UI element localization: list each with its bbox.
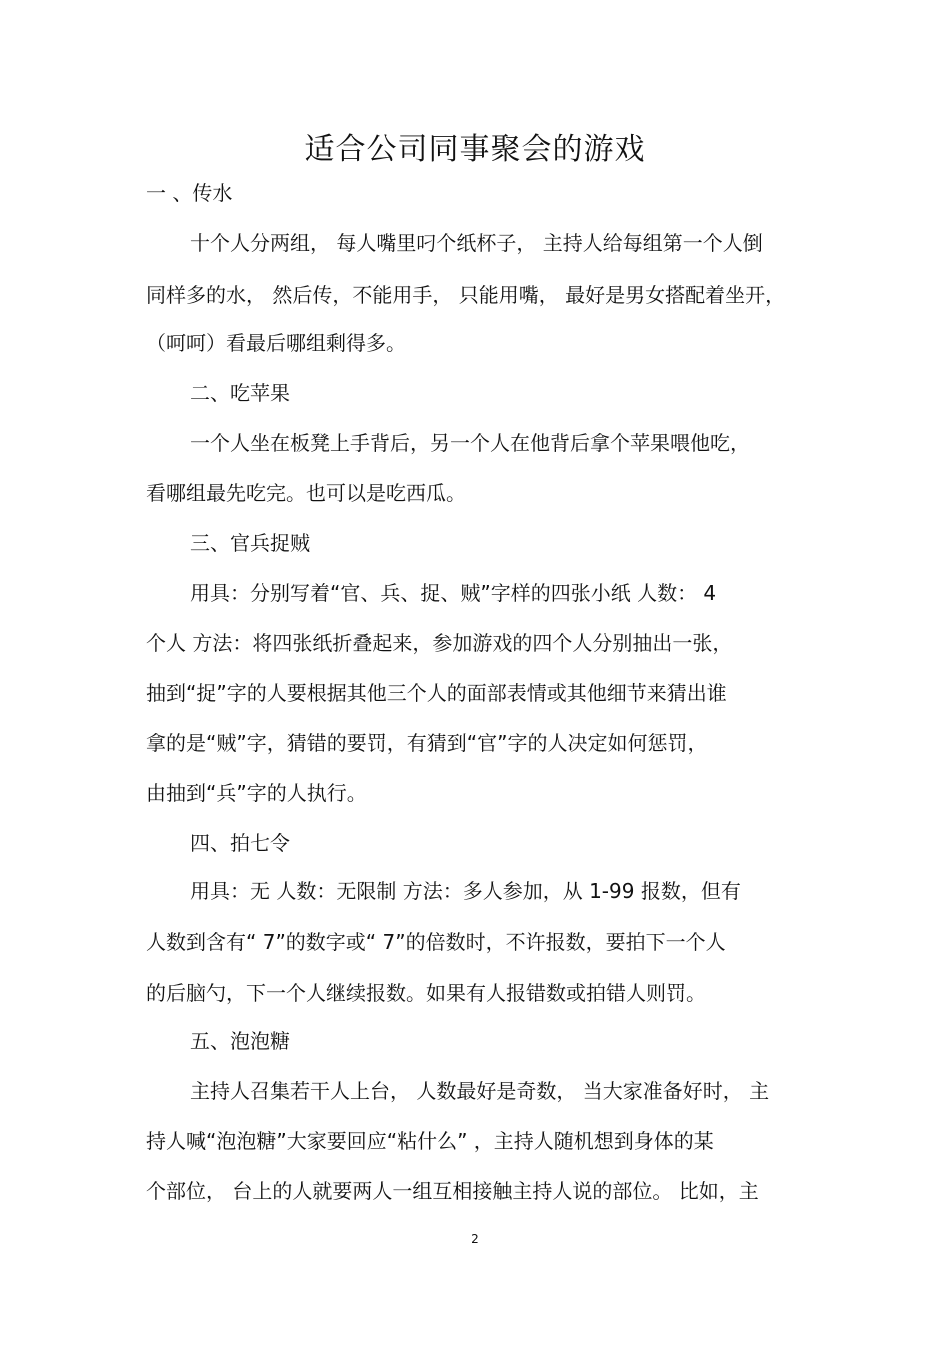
paragraph-line: 抽到“捉”字的人要根据其他三个人的面部表情或其他细节来猜出谁 <box>146 681 727 705</box>
heading-4: 四、拍七令 <box>190 831 290 855</box>
page-title: 适合公司同事聚会的游戏 <box>304 132 646 167</box>
paragraph-line: 由抽到“兵”字的人执行。 <box>146 781 367 805</box>
paragraph-line: 同样多的水， 然后传，不能用手， 只能用嘴， 最好是男女搭配着坐开， <box>146 283 786 307</box>
heading-5: 五、泡泡糖 <box>190 1029 290 1053</box>
paragraph-line: 十个人分两组， 每人嘴里叼个纸杯子， 主持人给每组第一个人倒 <box>190 231 763 255</box>
heading-2: 二、吃苹果 <box>190 381 290 405</box>
paragraph-line: 持人喊“泡泡糖”大家要回应“粘什么” ，主持人随机想到身体的某 <box>146 1129 714 1153</box>
paragraph-line: 主持人召集若干人上台， 人数最好是奇数， 当大家准备好时， 主 <box>190 1079 770 1103</box>
paragraph-line: 人数到含有“ 7”的数字或“ 7”的倍数时，不许报数，要拍下一个人 <box>146 930 726 954</box>
heading-3: 三、官兵捉贼 <box>190 531 310 555</box>
paragraph-line: 个部位， 台上的人就要两人一组互相接触主持人说的部位。 比如，主 <box>146 1179 759 1203</box>
paragraph-line: 的后脑勺，下一个人继续报数。如果有人报错数或拍错人则罚。 <box>146 981 706 1005</box>
paragraph-line: 拿的是“贼”字，猜错的要罚，有猜到“官”字的人决定如何惩罚， <box>146 731 708 755</box>
paragraph-line: 用具：无 人数：无限制 方法：多人参加，从 1-99 报数，但有 <box>190 879 741 903</box>
paragraph-line: （呵呵）看最后哪组剩得多。 <box>146 331 406 355</box>
page-number: 2 <box>471 1232 479 1246</box>
paragraph-line: 用具：分别写着“官、兵、捉、贼”字样的四张小纸 人数： 4 <box>190 581 717 605</box>
heading-1: 一 、传水 <box>146 181 233 205</box>
paragraph-line: 看哪组最先吃完。也可以是吃西瓜。 <box>146 481 466 505</box>
paragraph-line: 个人 方法：将四张纸折叠起来，参加游戏的四个人分别抽出一张， <box>146 631 733 655</box>
paragraph-line: 一个人坐在板凳上手背后，另一个人在他背后拿个苹果喂他吃， <box>190 431 750 455</box>
